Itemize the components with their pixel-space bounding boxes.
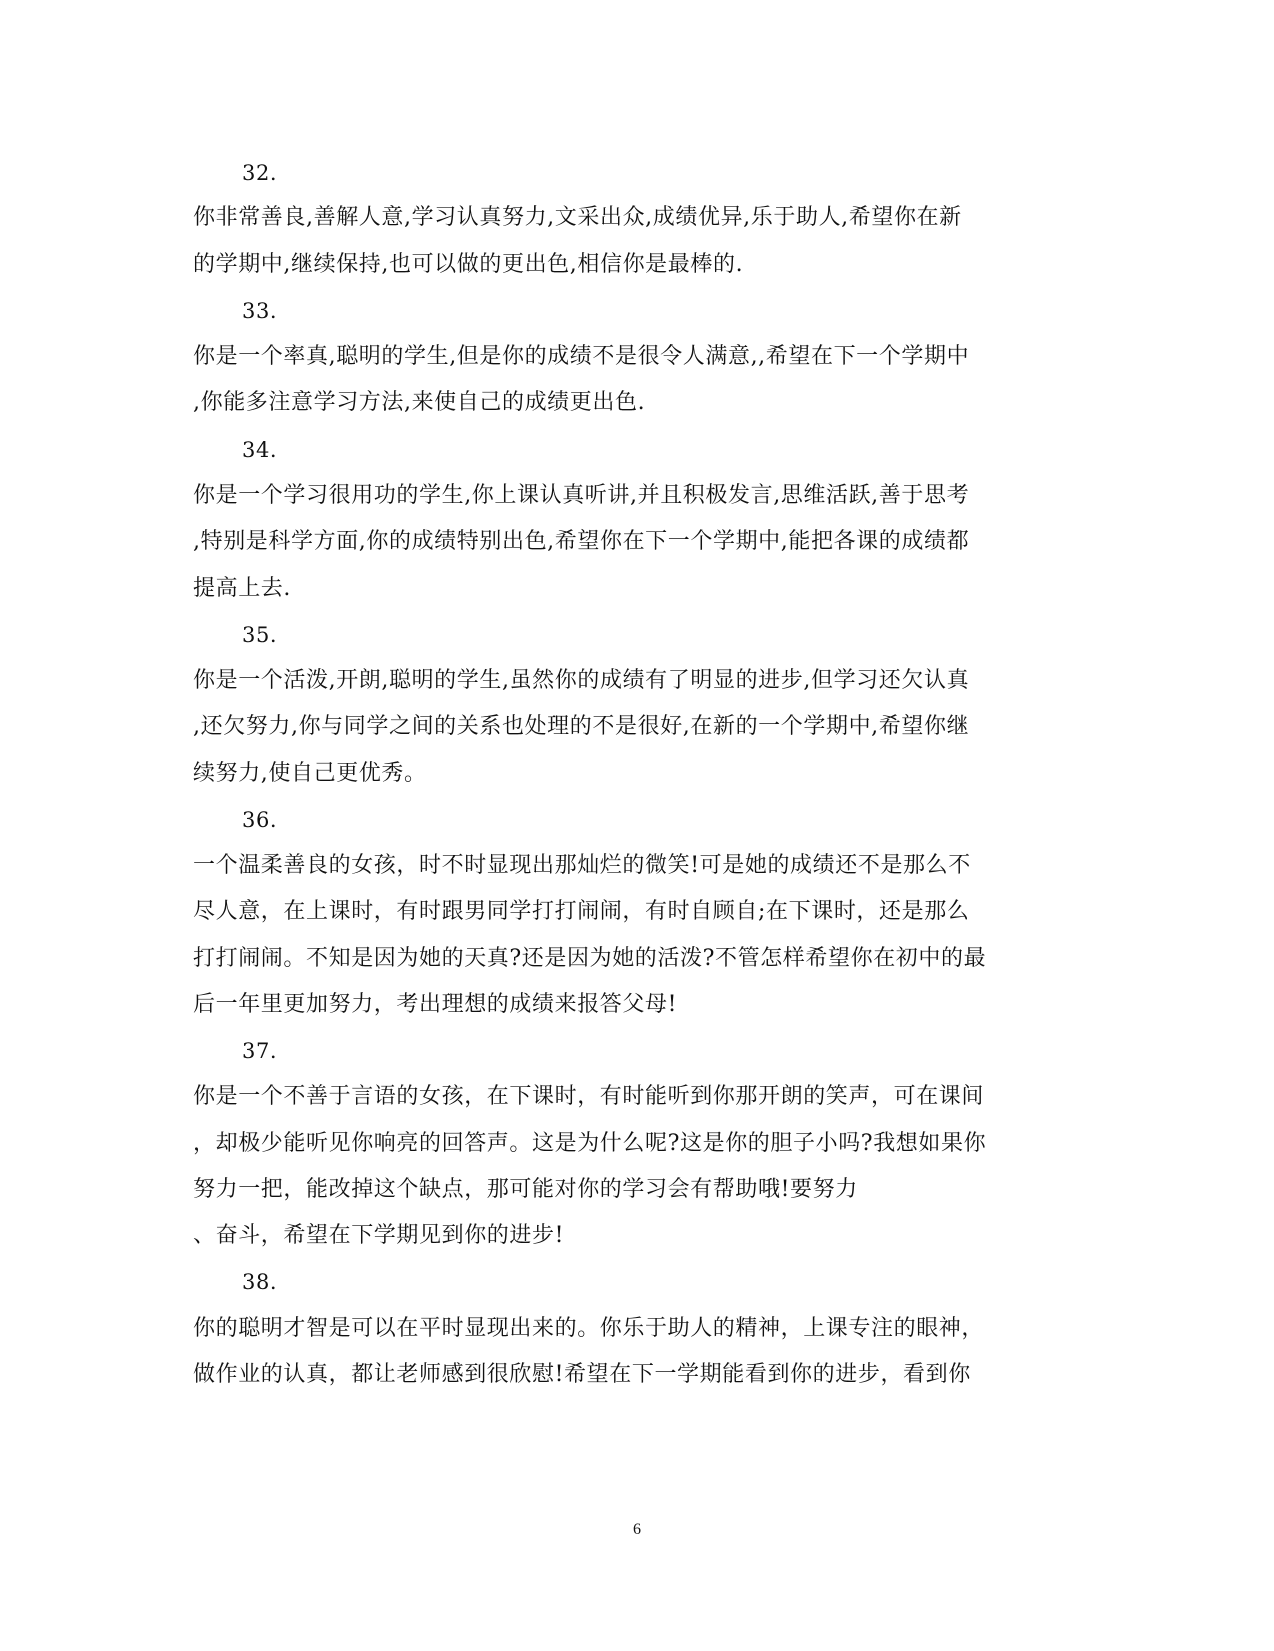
entry-number: 32. xyxy=(242,161,278,185)
entry-text-line: 你是一个率真,聪明的学生,但是你的成绩不是很令人满意,,希望在下一个学期中 xyxy=(193,344,970,369)
entry-text-line: 一个温柔善良的女孩，时不时显现出那灿烂的微笑!可是她的成绩还不是那么不 xyxy=(193,853,971,878)
entry-text-line: 提高上去. xyxy=(193,576,291,601)
page-number: 6 xyxy=(633,1521,641,1538)
entry-number: 34. xyxy=(242,438,278,462)
entry-text-line: ，却极少能听见你响亮的回答声。这是为什么呢?这是你的胆子小吗?我想如果你 xyxy=(193,1131,987,1156)
entry-text-line: 努力一把，能改掉这个缺点，那可能对你的学习会有帮助哦!要努力 xyxy=(193,1177,858,1202)
entry-text-line: 你是一个学习很用功的学生,你上课认真听讲,并且积极发言,思维活跃,善于思考 xyxy=(193,483,970,508)
entry-number: 35. xyxy=(242,623,278,647)
entry-text-line: ,特别是科学方面,你的成绩特别出色,希望你在下一个学期中,能把各课的成绩都 xyxy=(193,529,970,554)
entry-text-line: ,你能多注意学习方法,来使自己的成绩更出色. xyxy=(193,390,646,415)
entry-number: 33. xyxy=(242,299,278,323)
entry-text-line: ,还欠努力,你与同学之间的关系也处理的不是很好,在新的一个学期中,希望你继 xyxy=(193,714,970,739)
entry-text-line: 后一年里更加努力，考出理想的成绩来报答父母! xyxy=(193,992,678,1017)
entry-text-line: 尽人意，在上课时，有时跟男同学打打闹闹，有时自顾自;在下课时，还是那么 xyxy=(193,899,970,924)
entry-text-line: 打打闹闹。不知是因为她的天真?还是因为她的活泼?不管怎样希望你在初中的最 xyxy=(193,946,987,971)
entry-number: 37. xyxy=(242,1039,278,1063)
entry-number: 38. xyxy=(242,1270,278,1294)
entry-text-line: 你是一个活泼,开朗,聪明的学生,虽然你的成绩有了明显的进步,但学习还欠认真 xyxy=(193,668,970,693)
entry-text-line: 、奋斗，希望在下学期见到你的进步! xyxy=(193,1223,565,1248)
entry-text-line: 续努力,使自己更优秀。 xyxy=(193,761,427,786)
entry-text-line: 做作业的认真，都让老师感到很欣慰!希望在下一学期能看到你的进步，看到你 xyxy=(193,1362,971,1387)
entry-text-line: 你非常善良,善解人意,学习认真努力,文采出众,成绩优异,乐于助人,希望你在新 xyxy=(193,205,962,230)
entry-number: 36. xyxy=(242,808,278,832)
entry-text-line: 的学期中,继续保持,也可以做的更出色,相信你是最棒的. xyxy=(193,252,744,277)
entry-text-line: 你是一个不善于言语的女孩，在下课时，有时能听到你那开朗的笑声，可在课间 xyxy=(193,1084,985,1109)
entry-text-line: 你的聪明才智是可以在平时显现出来的。你乐于助人的精神，上课专注的眼神， xyxy=(193,1316,985,1341)
